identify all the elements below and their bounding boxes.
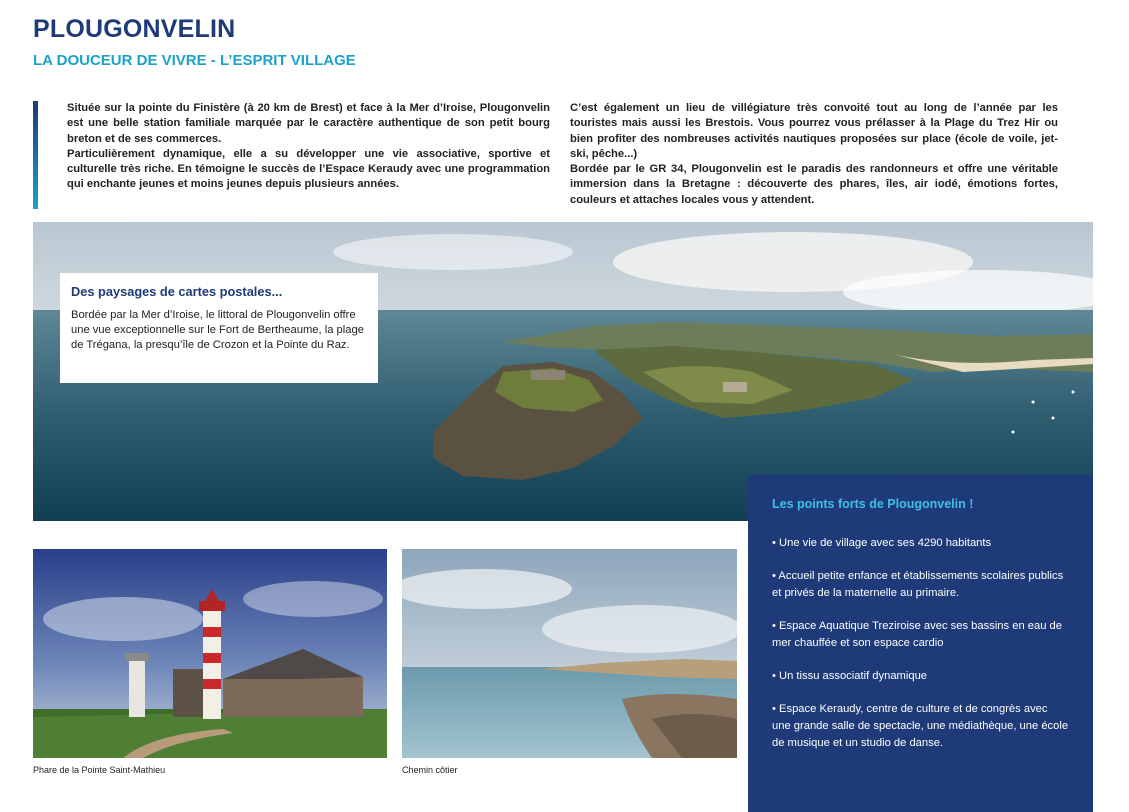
highlights-title: Les points forts de Plougonvelin !: [772, 497, 974, 511]
list-item: • Espace Keraudy, centre de culture et de congrès avec une grande salle de spectacle, une médiathèque, une école de musique et un studio de danse.: [772, 703, 1069, 749]
accent-bar: [33, 101, 38, 209]
lighthouse-photo: [33, 549, 387, 758]
highlights-box: [748, 475, 1093, 812]
intro-paragraph: C’est également un lieu de villégiature très convoité tout au long de l’année par les touristes mais aussi les Brestois. Vous pourrez vous prélasser à la Plage du Trez Hir ou bien profiter des nombreuses activités nautiques proposées sur place (école de voile, jet-ski, pêche...): [570, 102, 1058, 160]
intro-paragraph: Particulièrement dynamique, elle a su développer une vie associative, sportive et culturelle très riche. En témoigne le succès de l’Espace Keraudy avec une programmation qui enchante jeunes et moins jeunes depuis plusieurs années.: [67, 147, 550, 191]
coastal-path-caption: Chemin côtier: [402, 765, 458, 775]
postcard-box-title: Des paysages de cartes postales...: [71, 284, 283, 299]
page-title: PLOUGONVELIN: [33, 15, 236, 43]
postcard-landscapes-box: [60, 273, 378, 383]
list-item: • Accueil petite enfance et établissements scolaires publics et privés de la maternelle au primaire.: [772, 570, 1064, 599]
list-item: • Un tissu associatif dynamique: [772, 670, 928, 682]
postcard-box-text: Bordée par la Mer d’Iroise, le littoral de Plougonvelin offre une vue exceptionnelle sur le Fort de Bertheaume, la plage de Trégana, la presqu’île de Crozon et la Pointe du Raz.: [71, 309, 364, 352]
intro-paragraph: Située sur la pointe du Finistère (à 20 km de Brest) et face à la Mer d’Iroise, Plougonvelin est une belle station familiale marquée par le caractère authentique de son petit bourg breton et de ses commerces.: [67, 102, 550, 145]
intro-right-column: [570, 101, 1058, 208]
coastal-path-photo: [402, 549, 737, 758]
lighthouse-caption: Phare de la Pointe Saint-Mathieu: [33, 765, 166, 775]
page-subtitle: LA DOUCEUR DE VIVRE - L’ESPRIT VILLAGE: [33, 52, 356, 69]
intro-paragraph: Bordée par le GR 34, Plougonvelin est le paradis des randonneurs et offre une véritable immersion dans la Bretagne : découverte des phares, îles, air iodé, émotions fortes, couleurs et attaches locales vous y attendent.: [570, 163, 1058, 206]
list-item: • Espace Aquatique Treziroise avec ses bassins en eau de mer chauffée et son espace cardio: [772, 620, 1062, 649]
highlights-list: [772, 535, 1069, 752]
intro-left-column: [67, 101, 550, 193]
list-item: • Une vie de village avec ses 4290 habitants: [772, 537, 992, 549]
